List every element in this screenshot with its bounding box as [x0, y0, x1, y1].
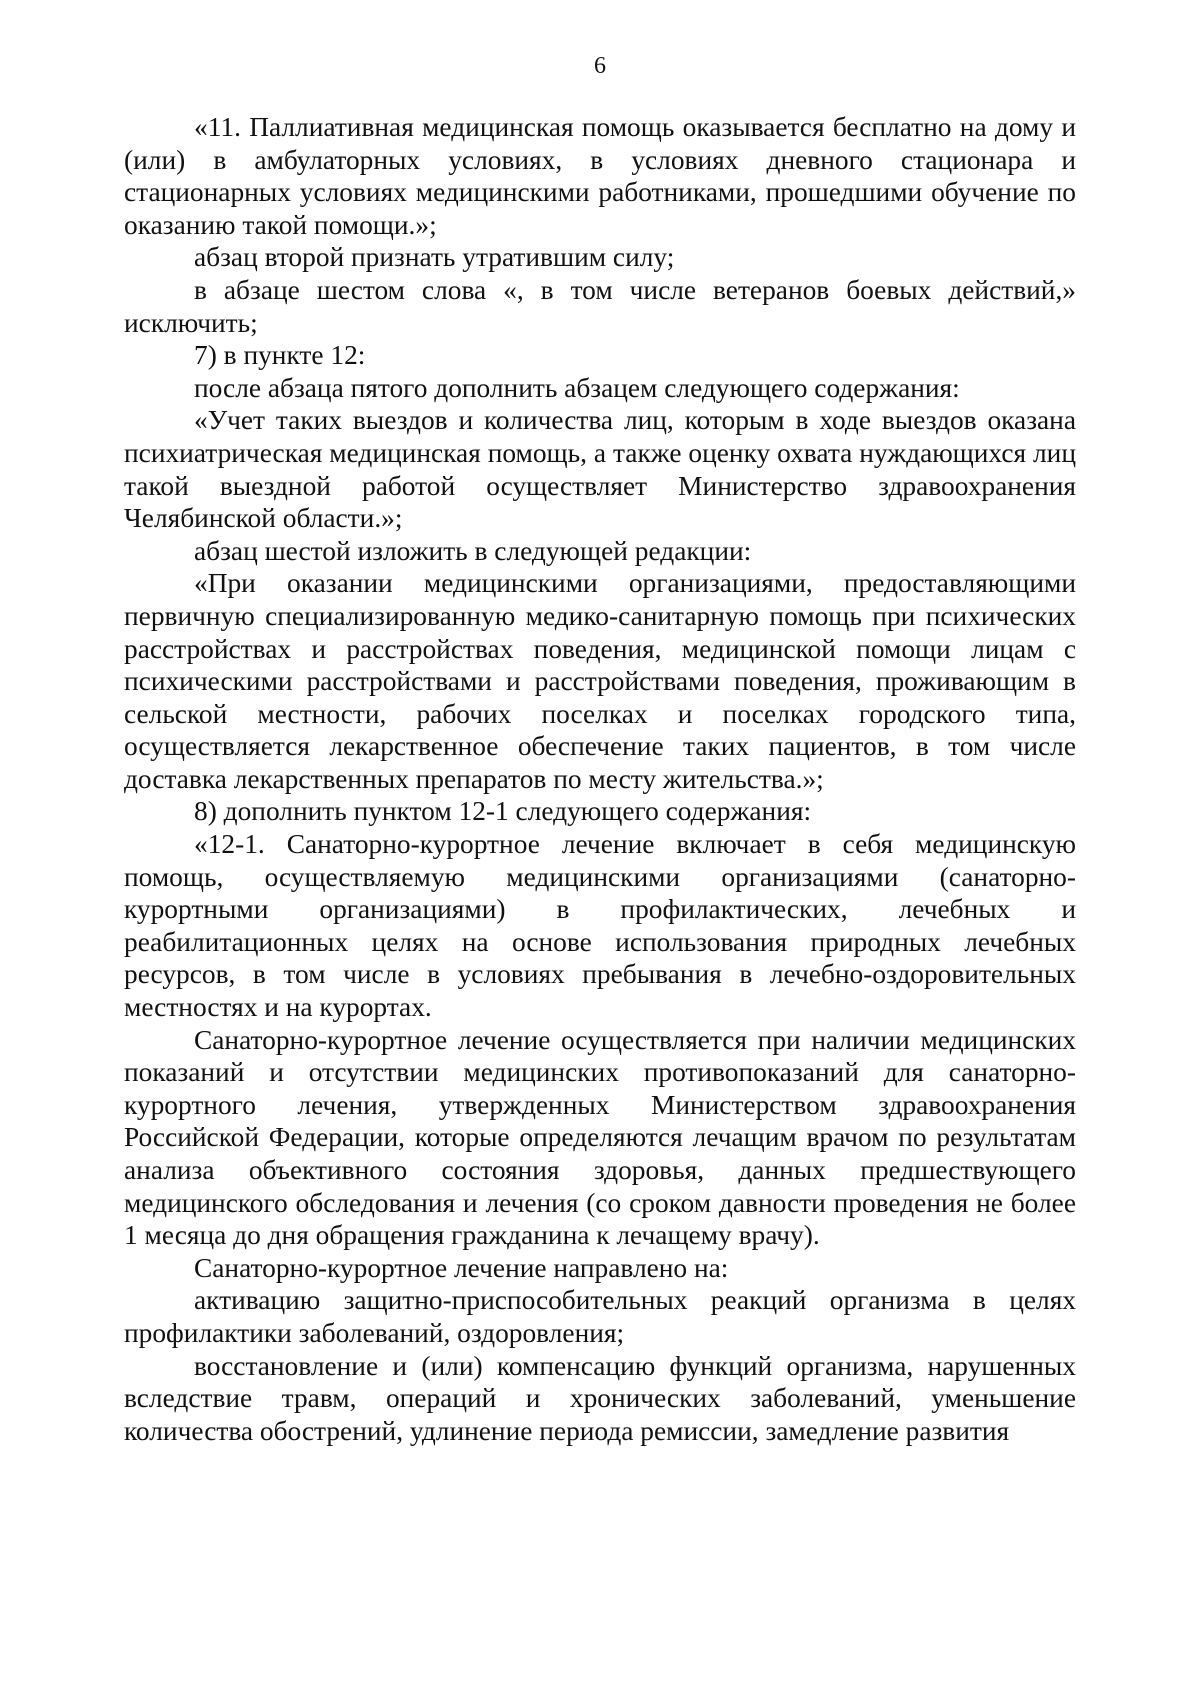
paragraph-sanatorium-conditions: Санаторно-курортное лечение осуществляется при наличии медицинских показаний и отсутствии медицинских противопоказаний для санаторно-курортного лечения, утвержденных Министерством здравоохранения Российской Федерации, которые определяются лечащим врачом по результатам анализа объективного состояния здоровья, данных предшествующего медицинского обследования и лечения (со сроком давности проведения не более 1 месяца до дня обращения гражданина к лечащему врачу). — [124, 1024, 1076, 1251]
document-body — [124, 111, 1076, 1447]
paragraph-abzac-shestoj: в абзаце шестом слова «, в том числе ветеранов боевых действий,» исключить; — [124, 274, 1076, 338]
paragraph-item-11: «11. Паллиативная медицинская помощь оказывается бесплатно на дому и (или) в амбулаторных условиях, в условиях дневного стационара и стационарных условиях медицинскими работниками, прошедшими обучение по оказанию такой помощи.»; — [124, 112, 1076, 240]
paragraph-quote-accounting: «Учет таких выездов и количества лиц, которым в ходе выездов оказана психиатрическая медицинская помощь, а также оценку охвата нуждающихся лиц такой выездной работой осуществляет Министерство здравоохранения Челябинской области.»; — [124, 405, 1076, 534]
paragraph-sixth-edit: абзац шестой изложить в следующей редакции: — [194, 535, 752, 566]
paragraph-after-fifth: после абзаца пятого дополнить абзацем следующего содержания: — [194, 372, 960, 403]
paragraph-item-12-1: «12-1. Санаторно-курортное лечение включает в себя медицинскую помощь, осуществляемую медицинскими организациями (санаторно-курортными организациями) в профилактических, лечебных и реабилитационных целях на основе использования природных лечебных ресурсов, в том числе в условиях пребывания в лечебно-оздоровительных местностях и на курортах. — [124, 829, 1076, 1023]
paragraph-point-8: 8) дополнить пунктом 12-1 следующего содержания: — [194, 796, 812, 827]
page-number: 6 — [594, 53, 606, 79]
paragraph-activation: активацию защитно-приспособительных реакций организма в целях профилактики заболеваний, оздоровления; — [124, 1285, 1076, 1348]
paragraph-restoration: восстановление и (или) компенсацию функций организма, нарушенных вследствие травм, операций и хронических заболеваний, уменьшение количества обострений, удлинение периода ремиссии, замедление развития — [124, 1350, 1076, 1446]
paragraph-point-7: 7) в пункте 12: — [194, 340, 366, 371]
paragraph-quote-psychiatric: «При оказании медицинскими организациями, предоставляющими первичную специализированную медико-санитарную помощь при психических расстройствах и расстройствах поведения, медицинской помощи лицам с психическими расстройствами и расстройствами поведения, проживающим в сельской местности, рабочих поселках и поселках городского типа, осуществляется лекарственное обеспечение таких пациентов, в том числе доставка лекарственных препаратов по месту жительства.»; — [124, 568, 1076, 794]
paragraph-abzac-vtoroj: абзац второй признать утратившим силу; — [194, 242, 675, 273]
paragraph-sanatorium-directed: Санаторно-курортное лечение направлено на: — [194, 1252, 729, 1283]
